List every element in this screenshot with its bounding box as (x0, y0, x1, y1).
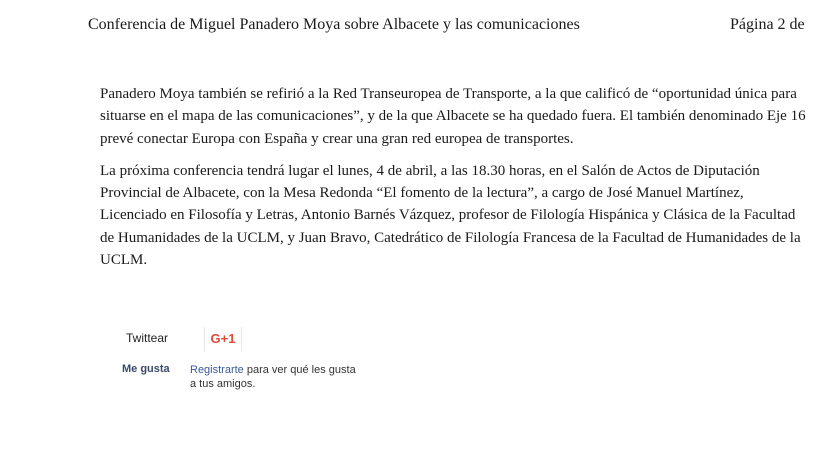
register-text: para ver qué les gusta a tus amigos. (190, 364, 356, 390)
paragraph: La próxima conferencia tendrá lugar el lunes, 4 de abril, a las 18.30 horas, en el Salón de Actos de Diputación Provincial de Albacete, con la Mesa Redonda “El fomento de la lectura”, a cargo de José Manuel Martínez, Licenciado en Filosofía y Letras, Antonio Barnés Vázquez, profesor de Filología Hispánica y Clásica de la Facultad de Humanidades de la UCLM, y Juan Bravo, Catedrático de Filología Francesa de la Facultad de Humanidades de la UCLM. (100, 162, 801, 269)
article-body (100, 83, 812, 281)
page-header (88, 16, 819, 40)
register-link[interactable]: Registrarte (190, 364, 244, 376)
paragraph: Panadero Moya también se refirió a la Red Transeuropea de Transporte, a la que calificó de “oportunidad única para situarse en el mapa de las comunicaciones”, y de la que Albacete se ha quedado fuera. El también denominado Eje 16 prevé conectar Europa con España y crear una gran red europea de transportes. (100, 86, 806, 147)
page-number: Página 2 de (730, 16, 805, 33)
tweet-button[interactable]: Twittear (126, 331, 169, 345)
like-description (190, 363, 360, 391)
like-button[interactable]: Me gusta (122, 363, 170, 375)
google-plus-button[interactable]: G+1 (204, 327, 242, 351)
document-title: Conferencia de Miguel Panadero Moya sobre Albacete y las comunicaciones (88, 16, 580, 33)
